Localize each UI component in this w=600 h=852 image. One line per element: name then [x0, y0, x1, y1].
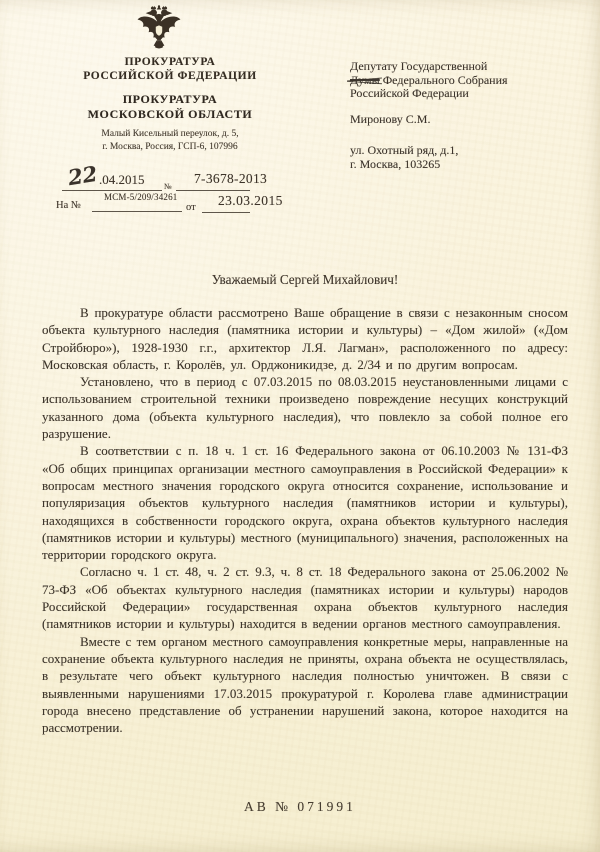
spacer: [350, 126, 585, 144]
letterhead-org-regional: [35, 92, 305, 122]
double-headed-eagle-icon: [133, 5, 185, 51]
letterhead-org-federal: [35, 55, 305, 83]
addressee-line-3: Российской Федерации: [350, 86, 469, 100]
underline: [92, 211, 182, 212]
incoming-number-label: На №: [56, 200, 81, 211]
addressee-street: ул. Охотный ряд, д.1,: [350, 143, 459, 157]
addressee-line-1: Депутату Государственной: [350, 59, 488, 73]
outgoing-number: 7-3678-2013: [194, 171, 268, 186]
letterhead-address-line2: г. Москва, Россия, ГСП-6, 107996: [102, 142, 238, 152]
underline: [176, 190, 250, 191]
salutation: Уважаемый Сергей Михайлович!: [211, 272, 399, 287]
spacer: [350, 101, 585, 113]
letterhead-org-federal-line1: ПРОКУРАТУРА: [124, 56, 216, 68]
letterhead-address: [35, 128, 305, 154]
addressee-struck-word: Думы: [350, 72, 380, 87]
form-serial-number: АВ № 071991: [244, 799, 356, 814]
addressee-city: г. Москва, 103265: [350, 156, 441, 171]
body-paragraph: В соответствии с п. 18 ч. 1 ст. 16 Федерального закона от 06.10.2003 № 131-ФЗ «Об общих принципах организации местного самоуправления в Российской Федерации» к вопросам местного значения городского округа относится сохранение, использование и популяризация объектов культурного наследия (памятников истории и культуры), находящихся в собственности городского округа, охрана объектов культурного наследия (памятников истории и культуры) местного (муниципального) значения, расположенных на территории городского округа.: [42, 443, 568, 563]
addressee-name: Миронову С.М.: [350, 111, 431, 126]
outgoing-date-day-handwritten: 22: [66, 160, 100, 191]
outgoing-date-printed: .04.2015: [99, 172, 145, 187]
underline: [62, 190, 162, 191]
body-paragraph: Согласно ч. 1 ст. 48, ч. 2 ст. 9.3, ч. 8 ст. 18 Федерального закона от 25.06.2002 № 73-ФЗ «Об объектах культурного наследия (памятниках истории и культуры) народов Российской Федерации» государственная охрана объектов культурного наследия (памятников истории и культуры) находится в ведении органов местного самоуправления.: [42, 564, 568, 632]
from-label: от: [186, 202, 196, 213]
incoming-number: МСМ-5/209/34261: [104, 192, 178, 202]
body-paragraph: Вместе с тем органом местного самоуправления конкретные меры, направленные на сохранение объекта культурного наследия не приняты, охрана объекта не осуществлялась, в результате чего объект культурного наследия полностью уничтожен. В связи с выявленными нарушениями 17.03.2015 прокуратурой г. Королева главе администрации города внесено представление об устранении нарушений закона, которое находится на рассмотрении.: [42, 633, 568, 736]
body-paragraph: В прокуратуре области рассмотрено Ваше обращение в связи с незаконным сносом объекта культурного наследия (памятника истории и культуры) – «Дом жилой» («Дом Стройбюро»), 1928-1930 г.г., архитектор Л.Я. Лагман», расположенного по адресу: Московская область, г. Королёв, ул. Орджоникидзе, д. 2/34 и по другим вопросам.: [42, 305, 568, 372]
incoming-date: 23.03.2015: [218, 193, 283, 208]
underline: [202, 212, 250, 213]
number-sign-label: №: [164, 182, 172, 191]
body-paragraph: Установлено, что в период с 07.03.2015 по 08.03.2015 неустановленными лицами с использованием строительной техники произведено повреждение несущих конструкций указанного дома (объекта культурного наследия), что повлекло за собой полное его разрушение.: [42, 374, 568, 442]
letterhead-org-regional-line2: МОСКОВСКОЙ ОБЛАСТИ: [87, 107, 253, 121]
letterhead-address-line1: Малый Кисельный переулок, д. 5,: [101, 129, 239, 139]
letterhead-org-federal-line2: РОССИЙСКОЙ ФЕДЕРАЦИИ: [83, 70, 257, 82]
addressee-line-2-rest: Федерального Собрания: [379, 72, 508, 87]
letterhead-org-regional-line1: ПРОКУРАТУРА: [122, 92, 218, 106]
addressee-line-2: [350, 74, 585, 88]
addressee-block: [350, 60, 585, 171]
letter-body: [42, 272, 568, 736]
